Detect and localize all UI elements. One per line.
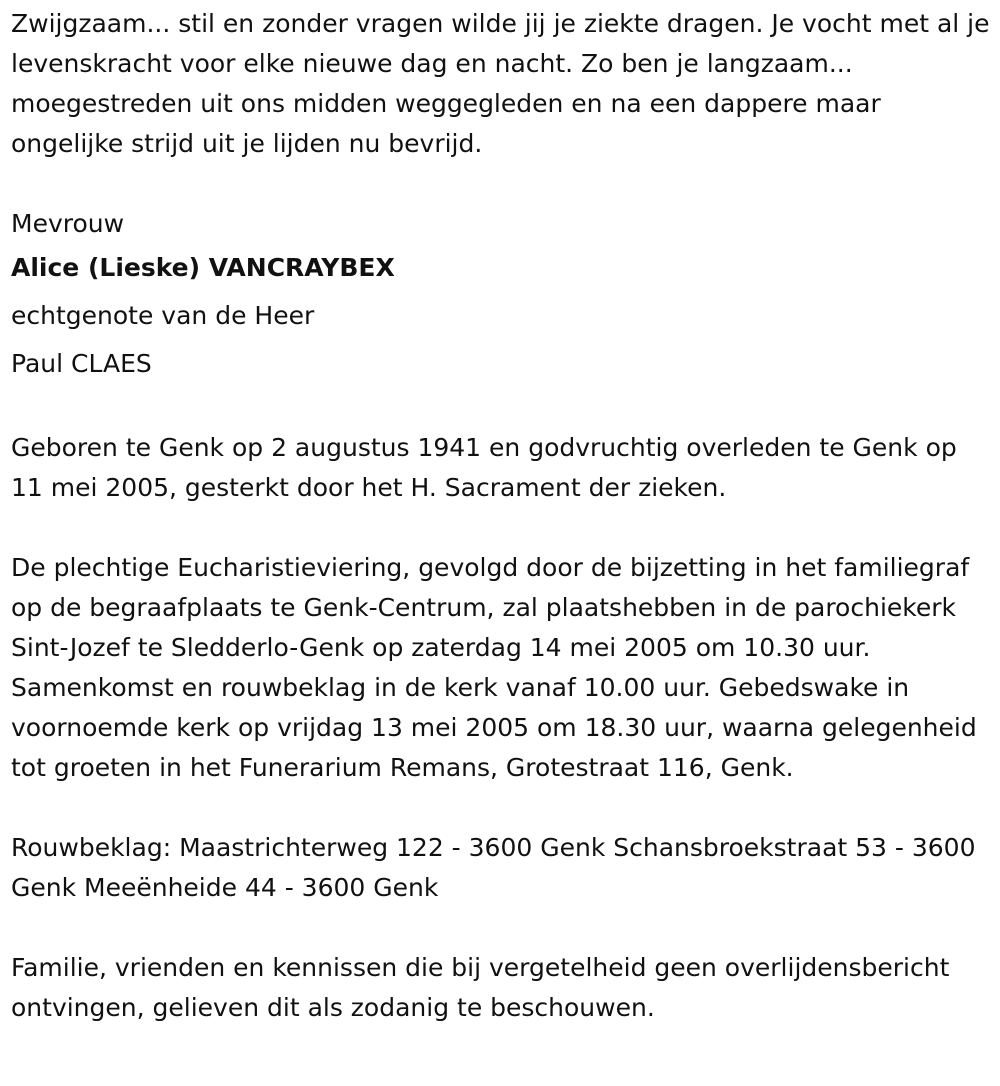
relation-text: echtgenote van de Heer	[11, 301, 315, 330]
deceased-block	[11, 204, 996, 388]
spouse-name: Paul CLAES	[11, 349, 152, 378]
deceased-name: Alice (Lieske) VANCRAYBEX	[11, 253, 395, 282]
obituary-document	[11, 4, 996, 1028]
condolences-paragraph: Rouwbeklag: Maastrichterweg 122 - 3600 Genk Schansbroekstraat 53 - 3600 Genk Meeënheide 44 - 3600 Genk	[11, 833, 976, 902]
birth-death-paragraph: Geboren te Genk op 2 augustus 1941 en godvruchtig overleden te Genk op 11 mei 2005, gesterkt door het H. Sacrament der zieken.	[11, 433, 957, 502]
closing-paragraph: Familie, vrienden en kennissen die bij vergetelheid geen overlijdensbericht ontvingen, gelieven dit als zodanig te beschouwen.	[11, 953, 950, 1022]
intro-paragraph: Zwijgzaam... stil en zonder vragen wilde jij je ziekte dragen. Je vocht met al je levenskracht voor elke nieuwe dag en nacht. Zo ben je langzaam... moegestreden uit ons midden weggegleden en na een dappere maar ongelijke strijd uit je lijden nu bevrijd.	[11, 9, 990, 158]
honorific: Mevrouw	[11, 209, 125, 238]
ceremony-paragraph: De plechtige Eucharistieviering, gevolgd door de bijzetting in het familiegraf op de begraafplaats te Genk-Centrum, zal plaatshebben in de parochiekerk Sint-Jozef te Sledderlo-Genk op zaterdag 14 mei 2005 om 10.30 uur. Samenkomst en rouwbeklag in de kerk vanaf 10.00 uur. Gebedswake in voornoemde kerk op vrijdag 13 mei 2005 om 18.30 uur, waarna gelegenheid tot groeten in het Funerarium Remans, Grotestraat 116, Genk.	[11, 553, 977, 782]
